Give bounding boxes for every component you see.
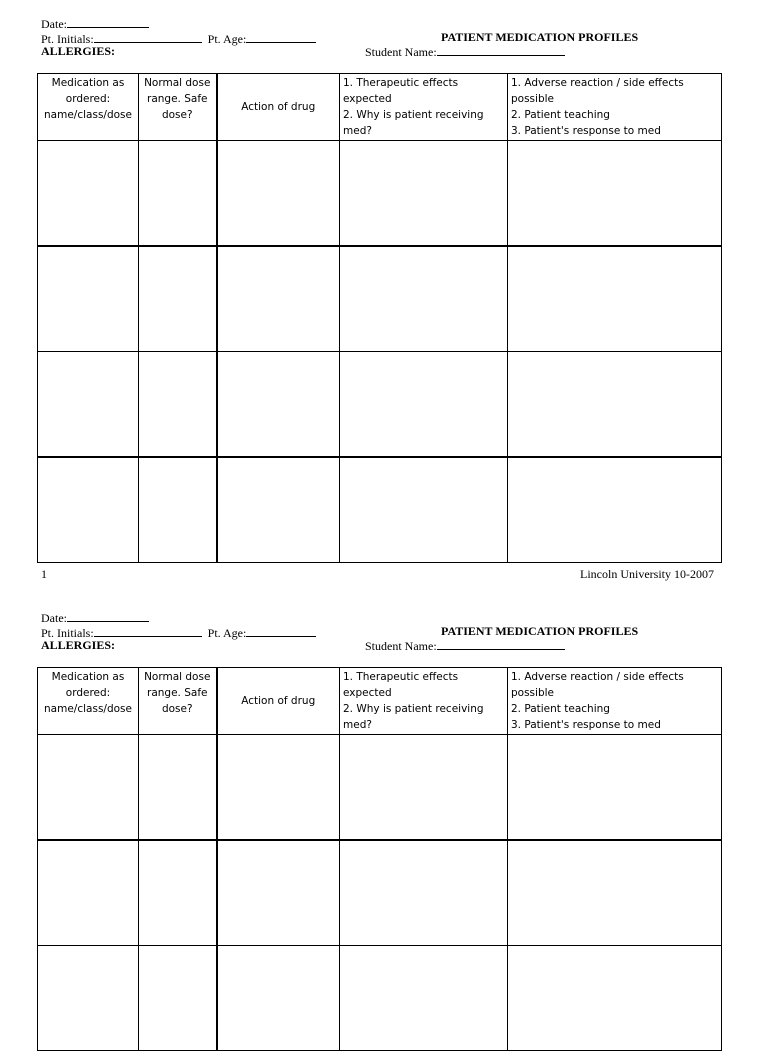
student-name-line: [365, 44, 565, 59]
initials-field[interactable]: [94, 625, 202, 637]
date-label: Date:: [41, 17, 67, 31]
table-cell[interactable]: [217, 735, 340, 841]
medication-table: [37, 73, 722, 563]
table-cell[interactable]: [38, 352, 139, 458]
student-name-label: Student Name:: [365, 45, 437, 59]
col-header-action: Action of drug: [217, 668, 340, 735]
medication-profile-form-2: [0, 594, 768, 1024]
table-cell[interactable]: [139, 352, 217, 458]
form-title: PATIENT MEDICATION PROFILES: [441, 30, 639, 44]
table-cell[interactable]: [38, 246, 139, 352]
table-cell[interactable]: [38, 840, 139, 946]
age-label: Pt. Age:: [207, 32, 247, 46]
table-cell[interactable]: [217, 352, 340, 458]
age-label: Pt. Age:: [207, 626, 247, 640]
table-cell[interactable]: [139, 840, 217, 946]
page-number: 1: [41, 567, 47, 581]
table-cell[interactable]: [508, 735, 722, 841]
col-header-medication: Medication as ordered: name/class/dose: [38, 668, 139, 735]
table-cell[interactable]: [217, 141, 340, 247]
table-row: [38, 735, 722, 841]
table-cell[interactable]: [340, 946, 508, 1051]
col-header-adverse-reactions: 1. Adverse reaction / side effects possible 2. Patient teaching 3. Patient's response to med: [508, 668, 722, 735]
date-line: [41, 610, 149, 625]
col-header-therapeutic-effects: 1. Therapeutic effects expected 2. Why is patient receiving med?: [340, 668, 508, 735]
table-row: [38, 246, 722, 352]
col-header-medication: Medication as ordered: name/class/dose: [38, 74, 139, 141]
medication-table: [37, 667, 722, 1051]
table-cell[interactable]: [340, 457, 508, 563]
table-cell[interactable]: [508, 141, 722, 247]
col-header-adverse-reactions: 1. Adverse reaction / side effects possible 2. Patient teaching 3. Patient's response to med: [508, 74, 722, 141]
table-cell[interactable]: [508, 352, 722, 458]
student-name-field[interactable]: [437, 44, 565, 56]
table-cell[interactable]: [139, 735, 217, 841]
table-cell[interactable]: [139, 946, 217, 1051]
col-header-therapeutic-effects: 1. Therapeutic effects expected 2. Why is patient receiving med?: [340, 74, 508, 141]
table-cell[interactable]: [508, 840, 722, 946]
age-field[interactable]: [246, 31, 316, 43]
col-header-action: Action of drug: [217, 74, 340, 141]
initials-field[interactable]: [94, 31, 202, 43]
allergies-label: ALLERGIES:: [41, 44, 116, 58]
table-cell[interactable]: [508, 946, 722, 1051]
student-name-line: [365, 638, 565, 653]
table-cell[interactable]: [508, 457, 722, 563]
table-cell[interactable]: [139, 141, 217, 247]
age-field[interactable]: [246, 625, 316, 637]
table-row: [38, 352, 722, 458]
table-cell[interactable]: [38, 141, 139, 247]
date-label: Date:: [41, 611, 67, 625]
table-cell[interactable]: [340, 840, 508, 946]
table-cell[interactable]: [217, 840, 340, 946]
date-field[interactable]: [67, 16, 149, 28]
table-cell[interactable]: [38, 457, 139, 563]
table-cell[interactable]: [38, 946, 139, 1051]
table-cell[interactable]: [139, 246, 217, 352]
col-header-dose-range: Normal dose range. Safe dose?: [139, 668, 217, 735]
table-header-row: [38, 668, 722, 735]
col-header-dose-range: Normal dose range. Safe dose?: [139, 74, 217, 141]
student-name-label: Student Name:: [365, 639, 437, 653]
table-row: [38, 946, 722, 1051]
table-cell[interactable]: [340, 141, 508, 247]
table-header-row: [38, 74, 722, 141]
table-cell[interactable]: [139, 457, 217, 563]
table-row: [38, 840, 722, 946]
table-cell[interactable]: [340, 246, 508, 352]
footer-org: Lincoln University 10-2007: [580, 567, 714, 581]
form-title: PATIENT MEDICATION PROFILES: [441, 624, 639, 638]
table-cell[interactable]: [38, 735, 139, 841]
table-cell[interactable]: [508, 246, 722, 352]
initials-label: Pt. Initials:: [41, 626, 94, 640]
table-cell[interactable]: [217, 457, 340, 563]
student-name-field[interactable]: [437, 638, 565, 650]
date-line: [41, 16, 149, 31]
date-field[interactable]: [67, 610, 149, 622]
table-cell[interactable]: [217, 946, 340, 1051]
allergies-label: ALLERGIES:: [41, 638, 116, 652]
table-row: [38, 457, 722, 563]
table-cell[interactable]: [217, 246, 340, 352]
table-row: [38, 141, 722, 247]
table-cell[interactable]: [340, 352, 508, 458]
initials-label: Pt. Initials:: [41, 32, 94, 46]
table-cell[interactable]: [340, 735, 508, 841]
